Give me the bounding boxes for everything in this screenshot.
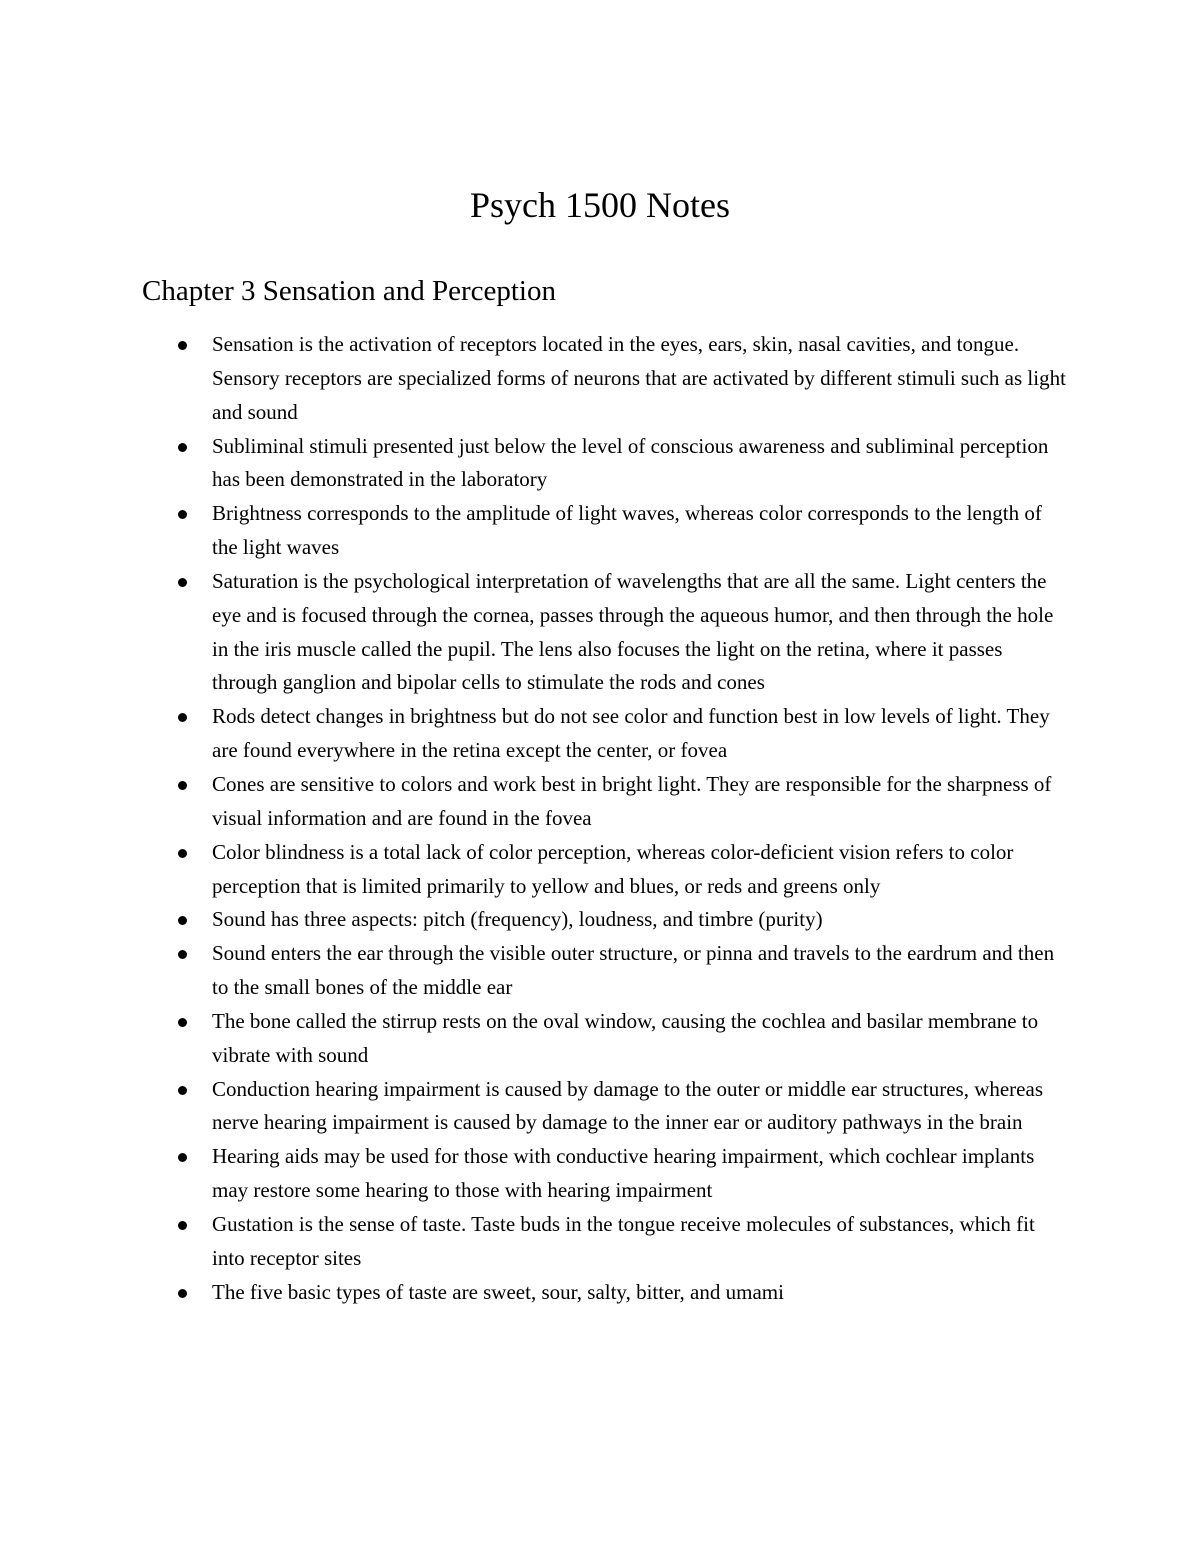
bullet-icon <box>178 1153 187 1162</box>
list-item <box>212 1073 1072 1141</box>
note-text: Sensation is the activation of receptors located in the eyes, ears, skin, nasal cavities, and tongue. Sensory receptors are specialized forms of neurons that are activated by different stimuli such as light and sound <box>212 332 1066 424</box>
note-text: Sound enters the ear through the visible outer structure, or pinna and travels to the eardrum and then to the small bones of the middle ear <box>212 941 1055 1000</box>
note-text: Saturation is the psychological interpretation of wavelengths that are all the same. Light centers the eye and is focused through the cornea, passes through the aqueous humor, and then through the hole in the iris muscle called the pupil. The lens also focuses the light on the retina, where it passes through ganglion and bipolar cells to stimulate the rods and cones <box>212 568 1054 695</box>
chapter-heading: Chapter 3 Sensation and Perception <box>142 275 556 307</box>
bullet-icon <box>178 916 187 925</box>
bullet-icon <box>178 1086 187 1095</box>
list-item <box>212 836 1072 904</box>
bullet-icon <box>178 1018 187 1027</box>
bullet-icon <box>178 849 187 858</box>
bullet-icon <box>178 1289 187 1298</box>
note-text: Sound has three aspects: pitch (frequency), loudness, and timbre (purity) <box>212 907 823 932</box>
list-item <box>212 700 1072 768</box>
note-text: Conduction hearing impairment is caused by damage to the outer or middle ear structures, whereas nerve hearing impairment is caused by damage to the inner ear or auditory pathways in the brain <box>212 1076 1043 1135</box>
bullet-icon <box>178 950 187 959</box>
list-item <box>212 768 1072 836</box>
notes-list <box>212 328 1072 1309</box>
list-item <box>212 497 1072 565</box>
bullet-icon <box>178 443 187 452</box>
note-text: Color blindness is a total lack of color perception, whereas color-deficient vision refers to color perception that is limited primarily to yellow and blues, or reds and greens only <box>212 839 1014 898</box>
list-item <box>212 1208 1072 1276</box>
list-item <box>212 1276 1072 1310</box>
list-item <box>212 1005 1072 1073</box>
note-text: The five basic types of taste are sweet, sour, salty, bitter, and umami <box>212 1279 784 1304</box>
note-text: The bone called the stirrup rests on the oval window, causing the cochlea and basilar membrane to vibrate with sound <box>212 1008 1039 1067</box>
note-text: Subliminal stimuli presented just below the level of conscious awareness and subliminal perception has been demonstrated in the laboratory <box>212 433 1049 492</box>
list-item <box>212 565 1072 700</box>
bullet-icon <box>178 578 187 587</box>
bullet-icon <box>178 781 187 790</box>
list-item <box>212 328 1072 430</box>
list-item <box>212 903 1072 937</box>
bullet-icon <box>178 341 187 350</box>
bullet-icon <box>178 713 187 722</box>
bullet-icon <box>178 1221 187 1230</box>
note-text: Rods detect changes in brightness but do not see color and function best in low levels of light. They are found everywhere in the retina except the center, or fovea <box>212 704 1050 763</box>
list-item <box>212 430 1072 498</box>
note-text: Brightness corresponds to the amplitude of light waves, whereas color corresponds to the length of the light waves <box>212 501 1042 560</box>
bullet-icon <box>178 510 187 519</box>
list-item <box>212 937 1072 1005</box>
list-item <box>212 1140 1072 1208</box>
note-text: Hearing aids may be used for those with conductive hearing impairment, which cochlear implants may restore some hearing to those with hearing impairment <box>212 1144 1035 1203</box>
document-title: Psych 1500 Notes <box>470 185 730 225</box>
note-text: Cones are sensitive to colors and work best in bright light. They are responsible for the sharpness of visual information and are found in the fovea <box>212 771 1052 830</box>
note-text: Gustation is the sense of taste. Taste buds in the tongue receive molecules of substances, which fit into receptor sites <box>212 1211 1035 1270</box>
